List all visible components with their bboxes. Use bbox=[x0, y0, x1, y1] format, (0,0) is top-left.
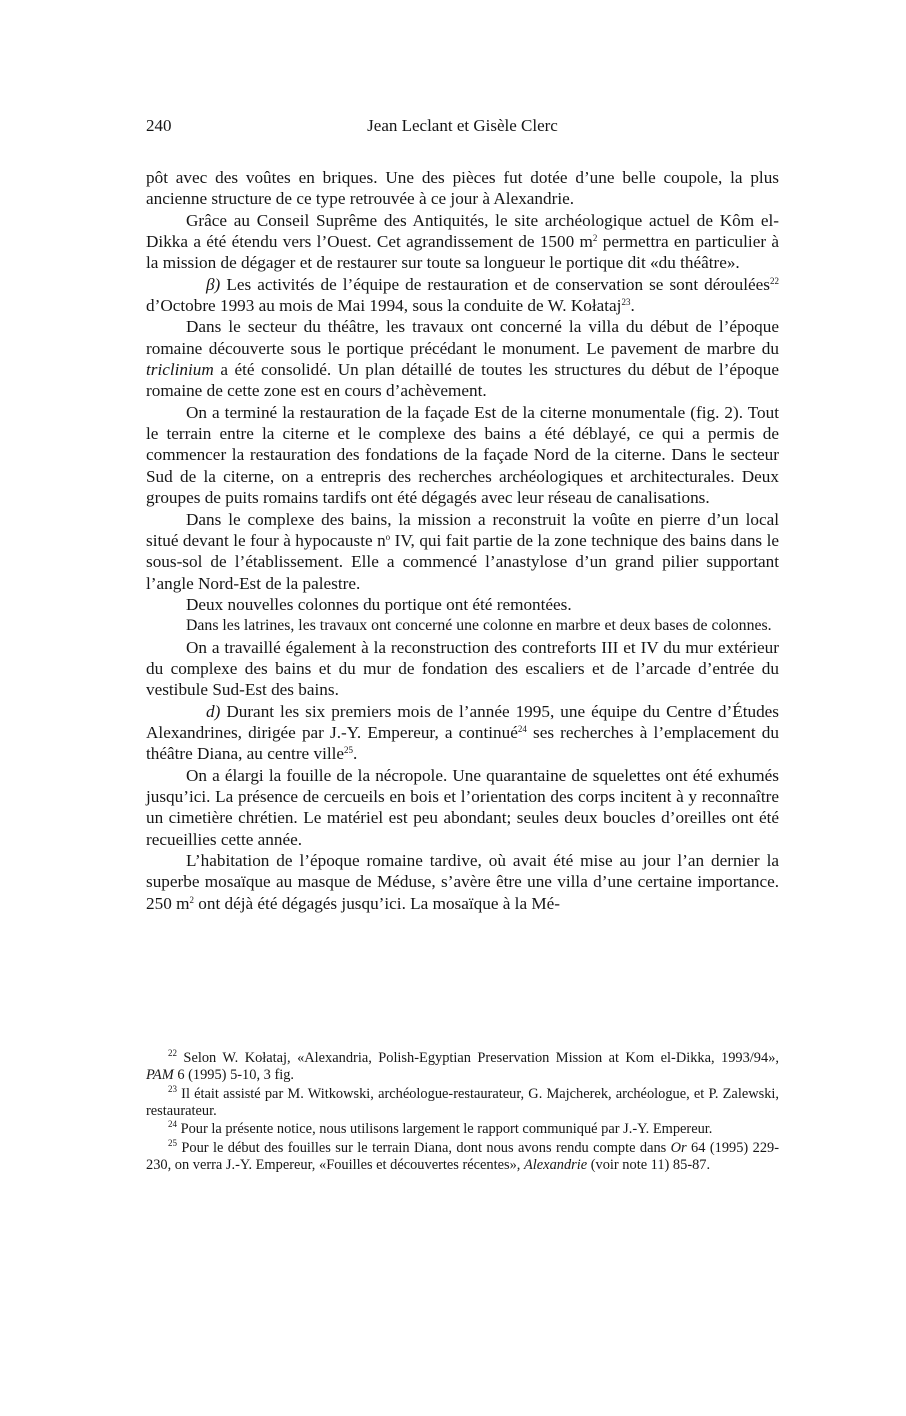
text-run: Dans le complexe des bains, la mission a reconstruit la voûte en pierre d’un local situé devant le four à hypocauste n bbox=[146, 509, 779, 550]
paragraph bbox=[146, 210, 779, 274]
page-number: 240 bbox=[146, 116, 172, 135]
text-run: On a élargi la fouille de la nécropole. Une quarantaine de squelettes ont été exhumés jusqu’ici. La présence de cercueils en bois et l’orientation des corps incitent à y reconnaître un cimetière chrétien. Le matériel est peu abondant; seules deux boucles d’oreilles ont été recueillies cette année. bbox=[146, 765, 779, 849]
text-run: . bbox=[630, 296, 635, 316]
note-reference: 24 bbox=[168, 1119, 177, 1130]
note-reference: o bbox=[385, 531, 391, 542]
text-run: pôt avec des voûtes en briques. Une des pièces fut dotée d’une belle coupole, la plus ancienne structure de ce type retrouvée à ce jour à Alexandrie. bbox=[146, 168, 779, 209]
text-run: ont déjà été dégagés jusqu’ici. La mosaïque à la Mé- bbox=[193, 893, 561, 913]
note-reference: 24 bbox=[517, 723, 527, 734]
footnote bbox=[146, 1137, 779, 1174]
text-run: Les activités de l’équipe de restauration et de conservation se sont déroulées bbox=[220, 274, 770, 294]
note-reference: 22 bbox=[770, 275, 779, 286]
body-text bbox=[146, 167, 779, 914]
paragraph bbox=[146, 594, 779, 615]
footnote bbox=[146, 1050, 779, 1084]
note-reference: 22 bbox=[168, 1048, 177, 1058]
text-run: d’Octobre 1993 au mois de Mai 1994, sous la conduite de W. Kołataj bbox=[146, 296, 622, 316]
text-run: Selon W. Kołataj, «Alexandria, Polish-Egyptian Preservation Mission at Kom el-Dikka, 1993/94», bbox=[177, 1050, 779, 1066]
note-reference: 25 bbox=[344, 745, 354, 756]
text-run: permettra en particulier à la mission de dégager et de restaurer sur toute sa longueur le portique dit «du théâtre». bbox=[146, 232, 779, 273]
text-run: . bbox=[353, 744, 358, 764]
footnote bbox=[146, 1083, 779, 1120]
italic-text: PAM bbox=[146, 1067, 174, 1084]
italic-text: β) bbox=[206, 274, 221, 294]
text-run: 6 (1995) 5-10, 3 fig. bbox=[173, 1067, 295, 1084]
page-header bbox=[146, 116, 779, 140]
text-run: Deux nouvelles colonnes du portique ont été remontées. bbox=[186, 594, 572, 614]
text-run: Dans le secteur du théâtre, les travaux ont concerné la villa du début de l’époque romaine découverte sous le portique précédant le monument. Le pavement de marbre du bbox=[146, 317, 779, 358]
text-run: On a terminé la restauration de la façade Est de la citerne monumentale (fig. 2). Tout le terrain entre la citerne et le complexe des bains a été déblayé, ce qui a permis de commencer la restauration des fondations de la façade Nord de la citerne. Dans le secteur Sud de la citerne, on a entrepris des recherches archéologiques et architecturales. Deux groupes de puits romains tardifs ont été dégagés avec leur réseau de canalisations. bbox=[146, 402, 779, 508]
text-run: ses recherches à l’emplacement du théâtre Diana, au centre ville bbox=[146, 722, 779, 764]
paragraph bbox=[146, 509, 779, 594]
text-run: Pour le début des fouilles sur le terrain Diana, dont nous avons rendu compte dans bbox=[177, 1139, 671, 1156]
footnotes bbox=[146, 1050, 779, 1175]
italic-text: Or bbox=[670, 1139, 687, 1156]
note-reference: 25 bbox=[168, 1137, 177, 1148]
note-reference: 23 bbox=[621, 297, 631, 308]
italic-text: Alexandrie bbox=[524, 1156, 588, 1173]
paragraph bbox=[146, 701, 779, 765]
text-run: Dans les latrines, les travaux ont concerné une colonne en marbre et deux bases de colonnes. bbox=[186, 617, 772, 635]
paragraph bbox=[146, 637, 779, 701]
text-run: On a travaillé également à la reconstruction des contreforts III et IV du mur extérieur du complexe des bains et du mur de fondation des escaliers et de l’arcade d’entrée du vestibule Sud-Est des bains. bbox=[146, 637, 779, 700]
paragraph bbox=[146, 765, 779, 850]
text-run: Durant les six premiers mois de l’année 1995, une équipe du Centre d’Études Alexandrines, dirigée par J.-Y. Empereur, a continué bbox=[146, 701, 779, 742]
text-run: (voir note 11) 85-87. bbox=[587, 1156, 711, 1173]
italic-text: d) bbox=[206, 701, 221, 721]
text-run: a été consolidé. Un plan détaillé de toutes les structures du début de l’époque romaine de cette zone est en cours d’achèvement. bbox=[146, 360, 779, 401]
note-reference: 23 bbox=[168, 1083, 177, 1094]
note-reference: 2 bbox=[189, 894, 194, 905]
note-reference: 2 bbox=[592, 233, 598, 244]
text-run: Grâce au Conseil Suprême des Antiquités, le site archéologique actuel de Kôm el-Dikka a été étendu vers l’Ouest. Cet agrandissement de 1500 m bbox=[146, 210, 779, 252]
paragraph bbox=[146, 167, 779, 210]
text-run: 64 (1995) 229-230, on verra J.-Y. Empereur, «Fouilles et découvertes récentes», bbox=[146, 1139, 779, 1173]
paragraph bbox=[146, 850, 779, 914]
running-title: Jean Leclant et Gisèle Clerc bbox=[367, 116, 558, 135]
paragraph bbox=[146, 316, 779, 401]
text-run: L’habitation de l’époque romaine tardive, où avait été mise au jour l’an dernier la superbe mosaïque au masque de Méduse, s’avère être une villa d’une certaine importance. 250 m bbox=[146, 851, 779, 913]
text-run: IV, qui fait partie de la zone technique des bains dans le sous-sol de l’établissement. Elle a commencé l’anastylose d’un grand pilier supportant l’angle Nord-Est de la palestre. bbox=[146, 530, 779, 593]
footnote bbox=[146, 1121, 779, 1138]
paragraph bbox=[146, 274, 779, 317]
paragraph bbox=[146, 402, 779, 509]
italic-text: triclinium bbox=[146, 360, 214, 380]
text-run: Pour la présente notice, nous utilisons largement le rapport communiqué par J.-Y. Empereur. bbox=[177, 1121, 713, 1138]
paragraph bbox=[146, 615, 779, 636]
text-run: Il était assisté par M. Witkowski, archéologue-restaurateur, G. Majcherek, archéologue, et P. Zalewski, restaurateur. bbox=[146, 1085, 779, 1119]
